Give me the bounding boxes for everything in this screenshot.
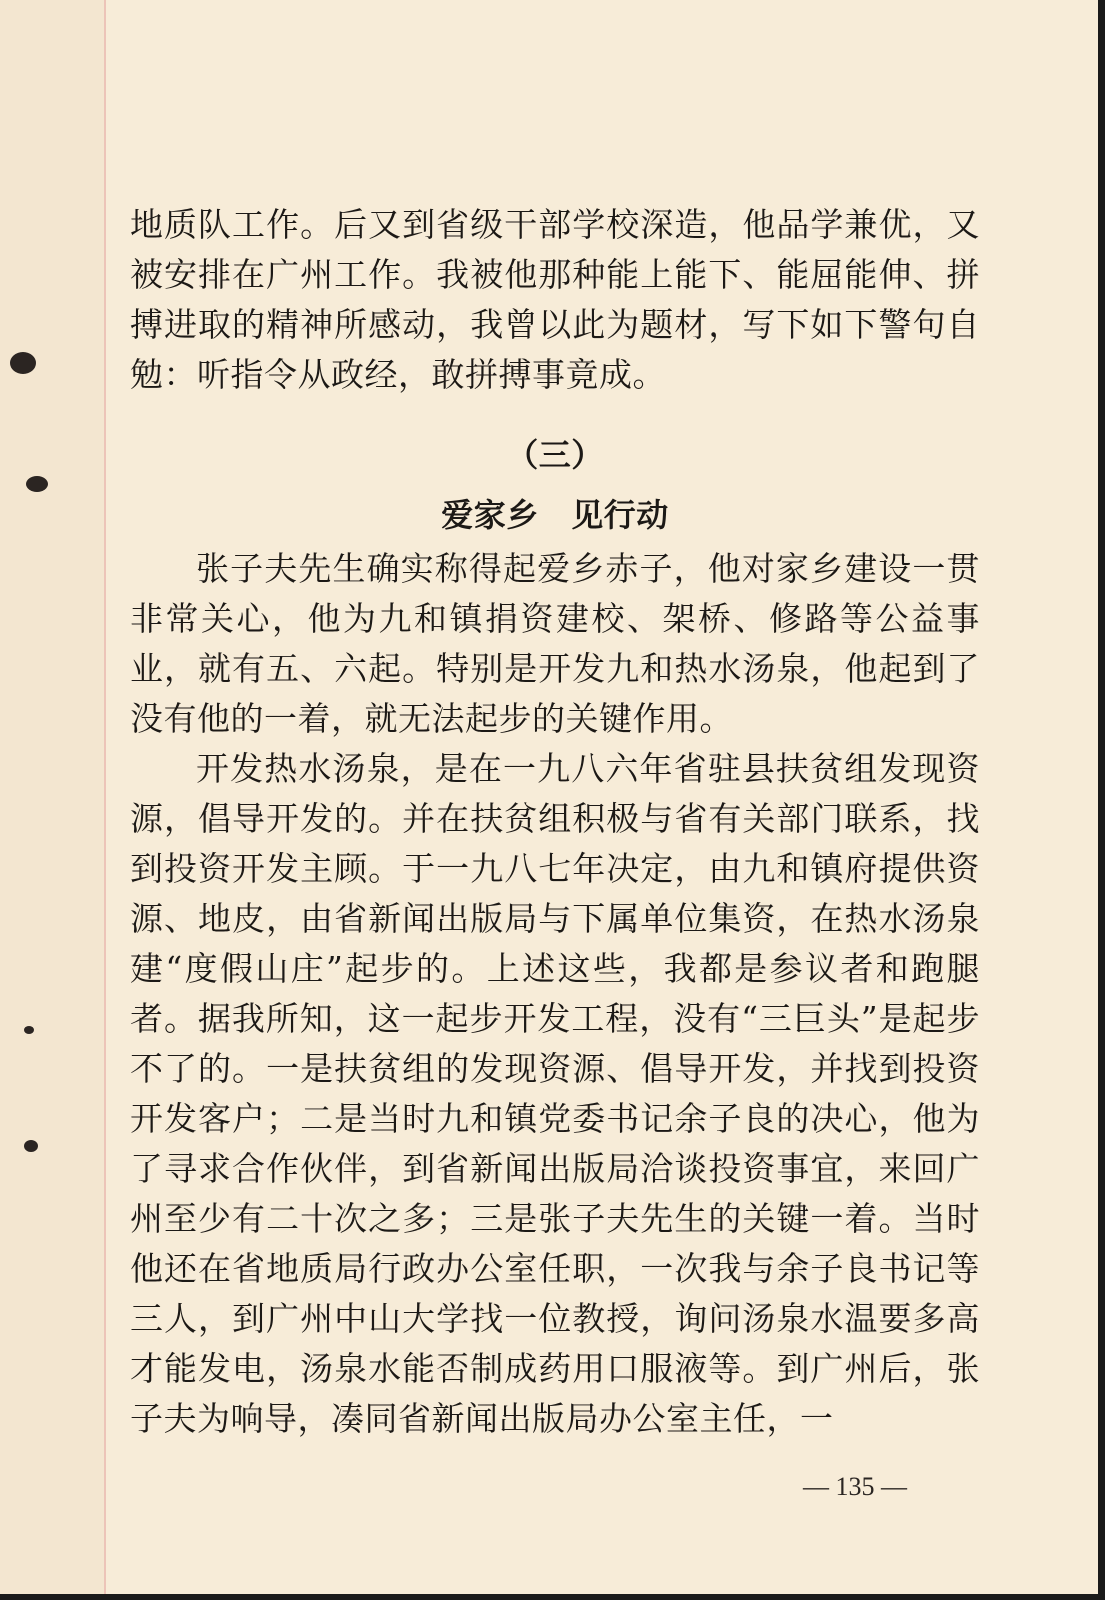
binding-hole	[10, 352, 36, 374]
paragraph: 开发热水汤泉，是在一九八六年省驻县扶贫组发现资源，倡导开发的。并在扶贫组积极与省有关部门联系，找到投资开发主顾。于一九八七年决定，由九和镇府提供资源、地皮，由省新闻出版局与下属单位集资，在热水汤泉建“度假山庄”起步的。上述这些，我都是参议者和跑腿者。据我所知，这一起步开发工程，没有“三巨头”是起步不了的。一是扶贫组的发现资源、倡导开发，并找到投资开发客户；二是当时九和镇党委书记余子良的决心，他为了寻求合作伙伴，到省新闻出版局洽谈投资事宜，来回广州至少有二十次之多；三是张子夫先生的关键一着。当时他还在省地质局行政办公室任职，一次我与余子良书记等三人，到广州中山大学找一位教授，询问汤泉水温要多高才能发电，汤泉水能否制成药用口服液等。到广州后，张子夫为响导，凑同省新闻出版局办公室主任，一	[130, 749, 980, 1438]
paragraph: 地质队工作。后又到省级干部学校深造，他品学兼优，又被安排在广州工作。我被他那种能上能下、能屈能伸、拼搏进取的精神所感动，我曾以此为题材，写下如下警句自勉：听指令从政经，敢拼搏事竟成。	[130, 205, 980, 394]
section-number: （三）	[506, 436, 604, 474]
page-margin-left	[0, 0, 104, 1594]
binding-hole	[24, 1026, 34, 1034]
body-text	[130, 200, 980, 1444]
section-title: 爱家乡 见行动	[441, 496, 669, 534]
binding-hole	[24, 1140, 38, 1152]
margin-rule	[104, 0, 106, 1594]
page-number: — 135 —	[803, 1472, 907, 1501]
binding-hole	[26, 476, 48, 492]
paragraph: 张子夫先生确实称得起爱乡赤子，他对家乡建设一贯非常关心，他为九和镇捐资建校、架桥、修路等公益事业，就有五、六起。特别是开发九和热水汤泉，他起到了没有他的一着，就无法起步的关键作用。	[130, 549, 980, 738]
